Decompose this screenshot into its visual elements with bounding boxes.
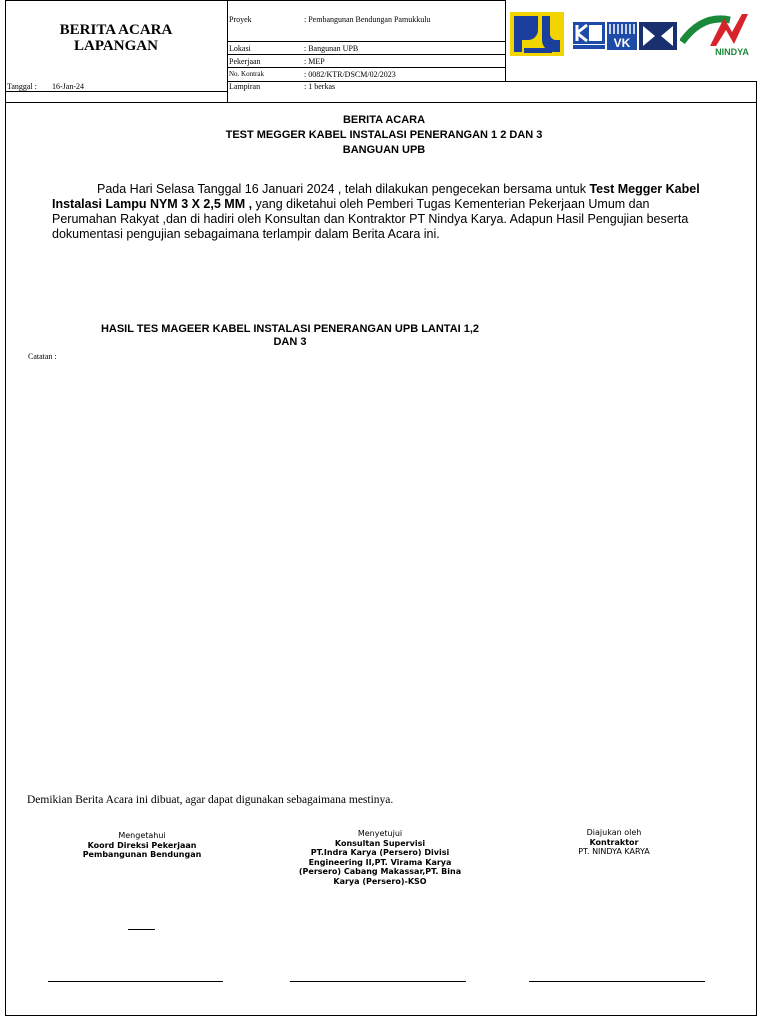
meta-value-pekerjaan: : MEP xyxy=(304,57,325,66)
svg-text:NINDYA: NINDYA xyxy=(715,47,749,57)
signature-left xyxy=(62,831,222,860)
meta-label-proyek: Proyek xyxy=(229,15,252,24)
sig-left-name1: Koord Direksi Pekerjaan xyxy=(87,840,197,850)
result-title-line1: HASIL TES MAGEER KABEL INSTALASI PENERANGAN UPB LANTAI 1,2 xyxy=(100,323,480,335)
meta-label-lampiran: Lampiran xyxy=(229,82,261,91)
signature-middle xyxy=(292,829,468,886)
sig-middle-name4: (Persero) Cabang Makassar,PT. Bina xyxy=(298,867,462,876)
sig-middle-name2: PT.Indra Karya (Persero) Divisi xyxy=(310,848,450,857)
header-title-line2: LAPANGAN xyxy=(74,38,158,54)
signature-line-right xyxy=(529,981,705,982)
catatan-label: Catatan : xyxy=(28,352,57,361)
meta-value-lokasi: : Bangunan UPB xyxy=(304,44,359,53)
header-title-line1: BERITA ACARA xyxy=(59,22,173,38)
sig-right-name2: PT. NINDYA KARYA xyxy=(578,847,650,856)
para-bold: Test Megger Kabel Instalasi Lampu NYM 3 X 2,5 MM , xyxy=(52,182,700,211)
meta-label-lokasi: Lokasi xyxy=(229,44,251,53)
sig-right-role: Diajukan oleh xyxy=(586,828,642,837)
short-mark xyxy=(128,929,155,930)
signature-line-left xyxy=(48,981,223,982)
result-title xyxy=(40,323,540,349)
signature-line-middle xyxy=(290,981,466,982)
signature-right xyxy=(534,828,694,857)
pupr-logo xyxy=(510,12,564,61)
bina-karya-logo xyxy=(639,22,677,55)
closing-statement: Demikian Berita Acara ini dibuat, agar dapat digunakan sebagaimana mestinya. xyxy=(27,794,394,806)
document-header-title xyxy=(6,22,226,54)
sig-left-name2: Pembangunan Bendungan xyxy=(82,850,202,859)
sig-middle-name1: Konsultan Supervisi xyxy=(334,838,426,848)
tanggal-label: Tanggal : xyxy=(7,82,37,91)
body-paragraph xyxy=(52,182,712,242)
result-title-line2: DAN 3 xyxy=(273,336,307,348)
para-part2: yang diketahui oleh Pemberi Tugas Kementerian Pekerjaan Umum dan Perumahan Rakyat ,dan di hadiri oleh Konsultan dan Kontraktor PT Nindya Karya. Adapun Hasil Pengujian beserta dokumentasi pengujian sebagaimana terlampir dalam Berita Acara ini. xyxy=(52,197,689,241)
nindya-karya-logo xyxy=(680,12,758,63)
virama-karya-logo xyxy=(607,22,637,55)
doc-title-3: BANGUAN UPB xyxy=(342,144,426,156)
sig-middle-name5: Karya (Persero)-KSO xyxy=(333,876,427,886)
tanggal-value: 16-Jan-24 xyxy=(52,82,84,91)
sig-right-name1: Kontraktor xyxy=(589,837,639,847)
sig-middle-name3: Engineering II,PT. Virama Karya xyxy=(308,857,452,867)
meta-value-kontrak: : 0082/KTR/DSCM/02/2023 xyxy=(304,70,396,79)
doc-title-2: TEST MEGGER KABEL INSTALASI PENERANGAN 1 2 DAN 3 xyxy=(225,129,543,141)
doc-title-1: BERITA ACARA xyxy=(342,114,426,126)
sig-middle-role: Menyetujui xyxy=(357,829,403,838)
meta-label-kontrak: No. Kontrak xyxy=(229,70,264,78)
sig-left-role: Mengetahui xyxy=(118,831,166,840)
meta-value-proyek: : Pembangunan Bendungan Pamukkulu xyxy=(304,15,431,24)
svg-text:VK: VK xyxy=(613,36,631,50)
indra-karya-logo xyxy=(573,22,605,55)
meta-value-lampiran: : 1 berkas xyxy=(304,82,336,91)
para-part1: Pada Hari Selasa Tanggal 16 Januari 2024 , telah dilakukan pengecekan bersama untuk xyxy=(97,182,590,196)
meta-label-pekerjaan: Pekerjaan xyxy=(229,57,261,66)
